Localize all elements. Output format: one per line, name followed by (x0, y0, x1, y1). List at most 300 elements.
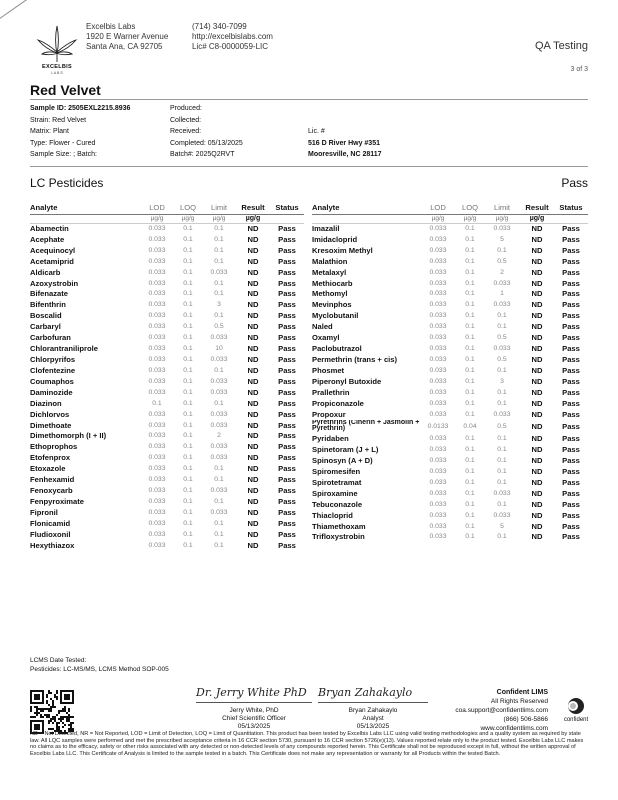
analyte-cell: Propiconazole (312, 398, 364, 408)
lab-phone: (714) 340-7099 (192, 22, 247, 31)
table-row (30, 278, 304, 289)
loq-cell: 0.1 (465, 456, 475, 464)
lod-cell: 0.033 (148, 279, 166, 287)
lod-cell: 0.033 (429, 533, 447, 541)
status-cell: Pass (278, 344, 296, 354)
signature-2: Bryan Zahakaylo (318, 686, 413, 699)
table-row (30, 452, 304, 463)
page-number: 3 of 3 (570, 66, 588, 73)
cannabis-leaf-icon (34, 22, 80, 66)
status-cell: Pass (562, 499, 580, 509)
table-row (312, 310, 588, 321)
lod-cell: 0.033 (148, 443, 166, 451)
loq-cell: 0.1 (465, 235, 475, 243)
result-cell: ND (247, 420, 259, 430)
analyte-cell: Diazinon (30, 398, 62, 408)
analyte-cell: Fipronil (30, 507, 58, 517)
status-cell: Pass (562, 333, 580, 343)
limit-cell: 0.1 (214, 257, 224, 265)
analyte-cell: Paclobutrazol (312, 344, 362, 354)
loq-cell: 0.04 (463, 422, 477, 430)
analyte-cell: Fenpyroximate (30, 497, 85, 506)
limit-cell: 0.1 (497, 500, 507, 508)
limit-cell: 0.1 (497, 246, 507, 254)
result-cell: ND (531, 224, 543, 234)
table-row (312, 398, 588, 409)
lod-cell: 0.033 (148, 410, 166, 418)
lod-cell: 0.033 (429, 235, 447, 243)
loq-cell: 0.1 (183, 345, 193, 353)
received: Received: (170, 128, 202, 135)
analyte-cell: Clofentezine (30, 365, 76, 375)
table-row (30, 376, 304, 387)
limit-cell: 2 (500, 268, 504, 276)
result-cell: ND (247, 431, 259, 441)
loq-cell: 0.1 (183, 377, 193, 385)
result-cell: ND (247, 344, 259, 354)
loq-cell: 0.1 (183, 476, 193, 484)
lod-cell: 0.033 (148, 487, 166, 495)
loq-cell: 0.1 (183, 301, 193, 309)
table-row (30, 463, 304, 474)
lod-cell: 0.033 (148, 323, 166, 331)
lab-website[interactable]: http://excelbislabs.com (192, 32, 273, 41)
table-row (312, 531, 588, 542)
status-cell: Pass (562, 267, 580, 277)
limit-cell: 0.1 (214, 366, 224, 374)
lod-cell: 0.033 (429, 312, 447, 320)
section-title: LC Pesticides (30, 176, 104, 190)
loq-cell: 0.1 (183, 410, 193, 418)
analyte-cell: Imidacloprid (312, 234, 358, 244)
analyte-cell: Ethoprophos (30, 442, 78, 452)
table-row (312, 223, 588, 234)
loq-cell: 0.1 (465, 500, 475, 508)
table-row (30, 256, 304, 267)
corner-mark (0, 0, 31, 20)
col-lod: LOD (420, 202, 456, 214)
client-address2: Mooresville, NC 28117 (308, 151, 382, 158)
result-cell: ND (531, 289, 543, 299)
table-row (312, 433, 588, 444)
limit-cell: 0.5 (497, 334, 507, 342)
analyte-cell: Trifloxystrobin (312, 532, 365, 542)
status-cell: Pass (562, 322, 580, 332)
limit-cell: 0.033 (210, 377, 228, 385)
analyte-cell: Spinetoram (J + L) (312, 445, 379, 455)
signer-1-date: 05/13/2025 (237, 723, 271, 730)
limit-cell: 0.1 (214, 399, 224, 407)
loq-cell: 0.1 (183, 465, 193, 473)
loq-cell: 0.1 (183, 225, 193, 233)
table-row (30, 310, 304, 321)
analyte-cell: Tebuconazole (312, 499, 363, 509)
loq-cell: 0.1 (465, 410, 475, 418)
lod-cell: 0.033 (148, 498, 166, 505)
analyte-cell: Coumaphos (30, 376, 74, 386)
limit-cell: 0.1 (214, 235, 224, 243)
result-cell: ND (247, 464, 259, 474)
loq-cell: 0.1 (465, 467, 475, 475)
limit-cell: 0.033 (210, 334, 228, 342)
pesticides-table-left (30, 202, 304, 551)
col-status: Status (554, 202, 588, 214)
status-cell: Pass (278, 507, 296, 517)
lcms-info (30, 656, 169, 674)
result-cell: ND (247, 475, 259, 485)
table-row (312, 256, 588, 267)
analyte-cell: Thiacloprid (312, 510, 353, 520)
completed: Completed: 05/13/2025 (170, 139, 243, 147)
lod-cell: 0.033 (429, 279, 447, 287)
result-cell: ND (247, 311, 259, 321)
table-row (312, 444, 588, 455)
status-cell: Pass (278, 431, 296, 441)
loq-cell: 0.1 (465, 279, 475, 287)
confident-lims-info (455, 688, 548, 733)
signer-1-name: Jerry White, PhD (229, 707, 279, 714)
lod-cell: 0.033 (429, 268, 447, 276)
result-cell: ND (531, 455, 543, 465)
lod-cell: 0.033 (148, 345, 166, 353)
lod-cell: 0.033 (429, 522, 447, 530)
limit-cell: 0.1 (214, 312, 224, 320)
table-row (312, 354, 588, 365)
lod-cell: 0.033 (429, 356, 447, 364)
result-cell: ND (247, 453, 259, 463)
analyte-cell: Aldicarb (30, 267, 61, 277)
result-cell: ND (531, 409, 543, 419)
lod-cell: 0.033 (429, 511, 447, 519)
analyte-cell: Flonicamid (30, 518, 71, 528)
loq-cell: 0.1 (183, 268, 193, 276)
table-row (30, 474, 304, 485)
table-row (30, 299, 304, 310)
limit-cell: 0.033 (493, 511, 511, 519)
table-row (30, 420, 304, 431)
result-cell: ND (531, 300, 543, 310)
lcms-date-tested: LCMS Date Tested: (30, 657, 87, 664)
lod-cell: 0.033 (148, 235, 166, 243)
col-result: Result (236, 202, 270, 214)
limit-cell: 0.1 (497, 388, 507, 396)
loq-cell: 0.1 (465, 356, 475, 364)
limit-cell: 0.033 (210, 356, 228, 364)
analyte-cell: Dimethoate (30, 420, 72, 430)
status-cell: Pass (278, 234, 296, 244)
cl-email[interactable]: coa.support@confidentlims.com (455, 707, 548, 714)
confident-logo-icon (562, 697, 590, 715)
result-cell: ND (531, 521, 543, 531)
analyte-cell: Mevinphos (312, 300, 352, 310)
limit-cell: 1 (500, 290, 504, 298)
limit-cell: 0.1 (214, 246, 224, 254)
table-row (30, 321, 304, 332)
loq-cell: 0.1 (183, 399, 193, 407)
status-cell: Pass (278, 486, 296, 496)
signer-2-title: Analyst (362, 715, 384, 722)
status-cell: Pass (278, 376, 296, 386)
analyte-cell: Chlorantraniliprole (30, 344, 98, 354)
status-cell: Pass (278, 420, 296, 430)
loq-cell: 0.1 (183, 421, 193, 429)
loq-cell: 0.1 (183, 432, 193, 440)
lod-cell: 0.033 (148, 301, 166, 309)
status-cell: Pass (278, 355, 296, 365)
limit-cell: 0.1 (214, 519, 224, 527)
cl-phone: (866) 506-5866 (503, 716, 548, 723)
limit-cell: 0.1 (497, 366, 507, 374)
unit-lod: µg/g (140, 214, 174, 223)
lod-cell: 0.033 (429, 456, 447, 464)
analyte-cell: Acequinocyl (30, 245, 76, 255)
loq-cell: 0.1 (183, 334, 193, 342)
analyte-cell: Methiocarb (312, 278, 353, 288)
loq-cell: 0.1 (183, 443, 193, 451)
analyte-cell: Dichlorvos (30, 409, 70, 419)
limit-cell: 0.1 (497, 456, 507, 464)
result-cell: ND (247, 409, 259, 419)
limit-cell: 0.1 (214, 465, 224, 473)
result-cell: ND (247, 300, 259, 310)
signer-2-date: 05/13/2025 (356, 723, 390, 730)
section-status: Pass (561, 176, 588, 190)
lod-cell: 0.033 (148, 356, 166, 364)
result-cell: ND (247, 289, 259, 299)
table-row (312, 387, 588, 398)
lod-cell: 0.033 (429, 467, 447, 475)
loq-cell: 0.1 (465, 257, 475, 265)
limit-cell: 0.1 (497, 467, 507, 475)
status-cell: Pass (278, 256, 296, 266)
status-cell: Pass (278, 540, 296, 550)
analyte-cell: Prallethrin (312, 387, 350, 397)
loq-cell: 0.1 (465, 334, 475, 342)
limit-cell: 0.033 (493, 225, 511, 233)
limit-cell: 0.033 (493, 345, 511, 353)
lod-cell: 0.033 (429, 323, 447, 331)
loq-cell: 0.1 (183, 541, 193, 549)
status-cell: Pass (278, 300, 296, 310)
analyte-cell: Permethrin (trans + cis) (312, 355, 398, 365)
limit-cell: 0.5 (214, 323, 224, 331)
limit-cell: 0.1 (214, 530, 224, 538)
loq-cell: 0.1 (183, 388, 193, 396)
analyte-cell: Bifenazate (30, 289, 68, 299)
analyte-cell: Carbaryl (30, 322, 61, 332)
cl-rights: All Rights Reserved (490, 698, 548, 705)
status-cell: Pass (562, 387, 580, 397)
status-cell: Pass (562, 365, 580, 375)
lod-cell: 0.033 (429, 225, 447, 233)
loq-cell: 0.1 (465, 246, 475, 254)
table-row (312, 267, 588, 278)
lab-address-line2: Santa Ana, CA 92705 (86, 42, 163, 51)
result-cell: ND (247, 398, 259, 408)
status-cell: Pass (562, 245, 580, 255)
signer-1 (196, 707, 312, 731)
loq-cell: 0.1 (465, 522, 475, 530)
loq-cell: 0.1 (465, 533, 475, 541)
status-cell: Pass (562, 466, 580, 476)
result-cell: ND (531, 365, 543, 375)
lod-cell: 0.033 (429, 301, 447, 309)
confident-logo-text: confident (563, 717, 589, 723)
limit-cell: 0.1 (214, 225, 224, 233)
limit-cell: 0.1 (214, 541, 224, 549)
table-row (312, 420, 588, 434)
col-analyte: Analyte (312, 202, 420, 214)
lod-cell: 0.033 (429, 257, 447, 265)
status-cell: Pass (562, 224, 580, 234)
status-cell: Pass (278, 409, 296, 419)
loq-cell: 0.1 (465, 323, 475, 331)
analyte-cell: Fenoxycarb (30, 486, 73, 496)
lod-cell: 0.033 (429, 446, 447, 454)
lab-license: Lic# C8-0000059-LIC (192, 42, 269, 51)
loq-cell: 0.1 (465, 511, 475, 519)
status-cell: Pass (278, 289, 296, 299)
analyte-cell: Kresoxim Methyl (312, 245, 373, 255)
signer-2-name: Bryan Zahakaylo (348, 707, 398, 714)
result-cell: ND (247, 518, 259, 528)
analyte-cell: Spiroxamine (312, 488, 358, 498)
confident-logo (562, 697, 590, 723)
batch-number: Batch#: 2025Q2RVT (170, 151, 235, 158)
analyte-cell: Thiamethoxam (312, 521, 366, 531)
limit-cell: 0.5 (497, 356, 507, 364)
result-cell: ND (247, 224, 259, 234)
analyte-cell: Methomyl (312, 289, 348, 299)
result-cell: ND (247, 486, 259, 496)
table-row (30, 485, 304, 496)
status-cell: Pass (562, 300, 580, 310)
table-row (312, 343, 588, 354)
unit-lod: µg/g (420, 214, 456, 223)
table-row (312, 278, 588, 289)
limit-cell: 0.1 (497, 312, 507, 320)
analyte-cell: Phosmet (312, 365, 345, 375)
status-cell: Pass (562, 234, 580, 244)
result-cell: ND (247, 256, 259, 266)
limit-cell: 0.033 (493, 410, 511, 418)
result-cell: ND (531, 344, 543, 354)
qa-testing-label: QA Testing (535, 40, 588, 52)
table-row (30, 409, 304, 420)
col-lod: LOD (140, 202, 174, 214)
limit-cell: 5 (500, 522, 504, 530)
limit-cell: 0.033 (493, 279, 511, 287)
signer-1-title: Chief Scientific Officer (222, 715, 286, 722)
table-row (312, 409, 588, 420)
result-cell: ND (247, 278, 259, 288)
produced: Produced: (170, 105, 202, 112)
table-row (312, 245, 588, 256)
col-limit: Limit (484, 202, 520, 214)
result-cell: ND (531, 499, 543, 509)
lcms-method: Pesticides: LC-MS/MS, LCMS Method SOP-005 (30, 666, 169, 673)
loq-cell: 0.1 (465, 301, 475, 309)
result-cell: ND (247, 234, 259, 244)
status-cell: Pass (562, 532, 580, 542)
status-cell: Pass (278, 387, 296, 397)
lod-cell: 0.033 (429, 410, 447, 418)
lab-address-block (86, 22, 168, 52)
status-cell: Pass (278, 529, 296, 539)
loq-cell: 0.1 (465, 446, 475, 454)
cl-web[interactable]: www.confidentlims.com (480, 725, 548, 732)
lod-cell: 0.033 (429, 345, 447, 353)
table-row (312, 521, 588, 532)
analyte-cell: Abamectin (30, 224, 69, 234)
lod-cell: 0.033 (429, 478, 447, 486)
title-divider (30, 99, 588, 100)
limit-cell: 0.1 (214, 290, 224, 298)
qr-code[interactable] (30, 690, 74, 734)
result-cell: ND (531, 434, 543, 444)
result-cell: ND (247, 442, 259, 452)
lod-cell: 0.033 (148, 519, 166, 527)
status-cell: Pass (562, 445, 580, 455)
result-cell: ND (531, 256, 543, 266)
loq-cell: 0.1 (465, 290, 475, 298)
loq-cell: 0.1 (465, 435, 475, 443)
analyte-cell: Etofenprox (30, 453, 71, 463)
limit-cell: 0.033 (493, 489, 511, 497)
table-row (312, 365, 588, 376)
loq-cell: 0.1 (183, 487, 193, 495)
table-row (30, 507, 304, 518)
table-row (30, 398, 304, 409)
lod-cell: 0.033 (148, 421, 166, 429)
col-result: Result (520, 202, 554, 214)
status-cell: Pass (562, 521, 580, 531)
result-cell: ND (247, 355, 259, 365)
lod-cell: 0.033 (148, 268, 166, 276)
limit-cell: 2 (217, 432, 221, 440)
status-cell: Pass (562, 256, 580, 266)
result-cell: ND (531, 234, 543, 244)
result-cell: ND (531, 477, 543, 487)
limit-cell: 10 (215, 345, 223, 353)
table-row (312, 321, 588, 332)
result-cell: ND (247, 365, 259, 375)
limit-cell: 0.033 (210, 443, 228, 451)
limit-cell: 0.033 (210, 421, 228, 429)
analyte-cell: Imazalil (312, 224, 340, 234)
unit-loq: µg/g (174, 214, 202, 223)
lab-name: Excelbis Labs (86, 22, 136, 31)
status-cell: Pass (278, 322, 296, 332)
lod-cell: 0.033 (429, 334, 447, 342)
result-cell: ND (247, 540, 259, 550)
limit-cell: 3 (500, 377, 504, 385)
loq-cell: 0.1 (465, 366, 475, 374)
result-cell: ND (247, 267, 259, 277)
analyte-cell: Spinosyn (A + D) (312, 455, 373, 465)
sample-info-block (30, 103, 130, 161)
lod-cell: 0.033 (429, 388, 447, 396)
lod-cell: 0.033 (429, 377, 447, 385)
signer-2 (318, 707, 428, 731)
lod-cell: 0.1 (152, 399, 162, 407)
sample-size: Sample Size: ; Batch: (30, 151, 97, 158)
lod-cell: 0.033 (148, 541, 166, 549)
result-cell: ND (247, 497, 259, 506)
status-cell: Pass (278, 442, 296, 452)
table-row (312, 466, 588, 477)
result-cell: ND (531, 532, 543, 542)
